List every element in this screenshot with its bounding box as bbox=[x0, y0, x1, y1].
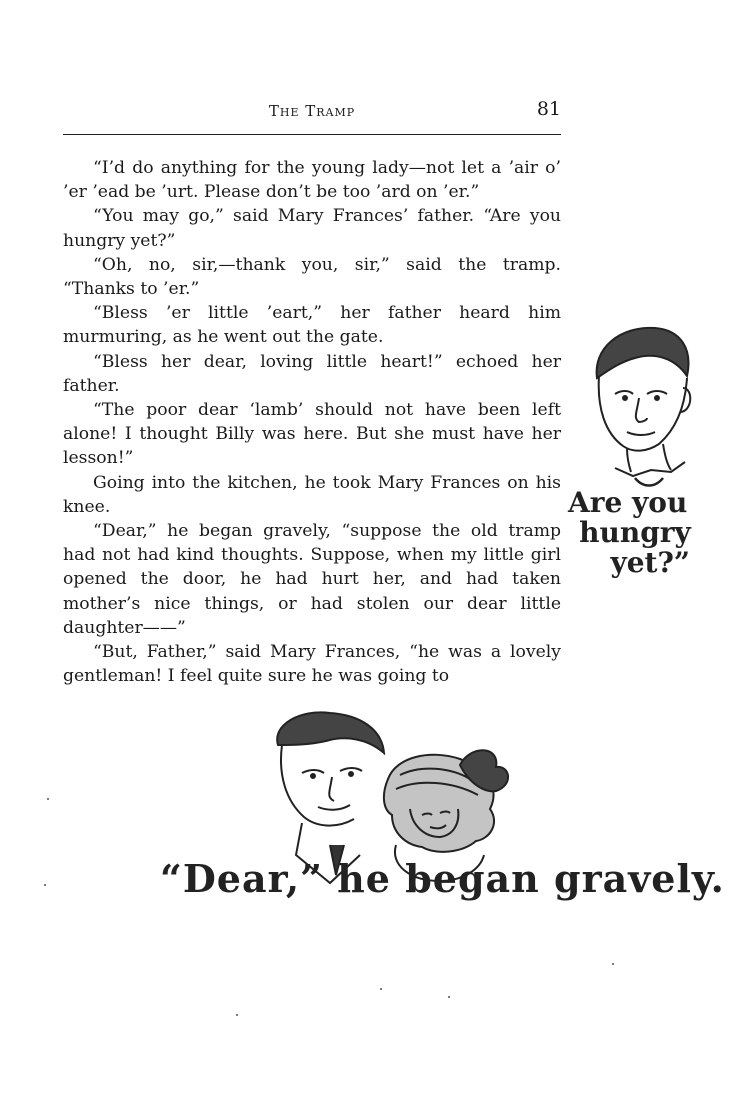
paragraph: “You may go,” said Mary Frances’ father. “Are you hungry yet?” bbox=[63, 206, 561, 251]
scan-speck bbox=[380, 988, 382, 990]
caption-line: hungry bbox=[579, 516, 691, 549]
body-text bbox=[63, 156, 561, 688]
paragraph: “Oh, no, sir,—thank you, sir,” said the tramp. “Thanks to ’er.” bbox=[63, 254, 561, 300]
bottom-illustration-caption: “Dear,” he began gravely. bbox=[160, 856, 725, 901]
right-illustration-caption bbox=[560, 488, 710, 578]
paragraph: “The poor dear ‘lamb’ should not have been left alone! I thought Billy was here. But she must have her lesson!” bbox=[63, 400, 561, 469]
paragraph: “But, Father,” said Mary Frances, “he was a lovely gentleman! I feel quite sure he was going to bbox=[63, 642, 561, 687]
scan-speck bbox=[47, 798, 49, 800]
scan-speck bbox=[44, 884, 46, 886]
paragraph: “I’d do anything for the young lady—not let a ’air o’ ’er ’ead be ’urt. Please don’t be too ’ard on ’er.” bbox=[63, 158, 561, 203]
scan-speck bbox=[612, 963, 614, 965]
header-rule bbox=[63, 134, 561, 135]
scan-speck bbox=[236, 1014, 238, 1016]
running-title: The Tramp bbox=[268, 102, 356, 120]
caption-line: Are you bbox=[568, 486, 688, 519]
paragraph: “Bless her dear, loving little heart!” echoed her father. bbox=[63, 351, 561, 396]
paragraph: Going into the kitchen, he took Mary Frances on his knee. bbox=[63, 472, 561, 517]
scan-speck bbox=[448, 996, 450, 998]
caption-line: yet?” bbox=[610, 546, 690, 579]
page-number: 81 bbox=[536, 98, 561, 120]
page-header bbox=[63, 98, 561, 124]
paragraph: “Dear,” he began gravely, “suppose the old tramp had not had kind thoughts. Suppose, when my little girl opened the door, he had hurt her, and had taken mother’s nice things, or had stolen our dear little daughter——” bbox=[63, 521, 561, 638]
paragraph: “Bless ’er little ’eart,” her father heard him murmuring, as he went out the gate. bbox=[63, 303, 561, 348]
